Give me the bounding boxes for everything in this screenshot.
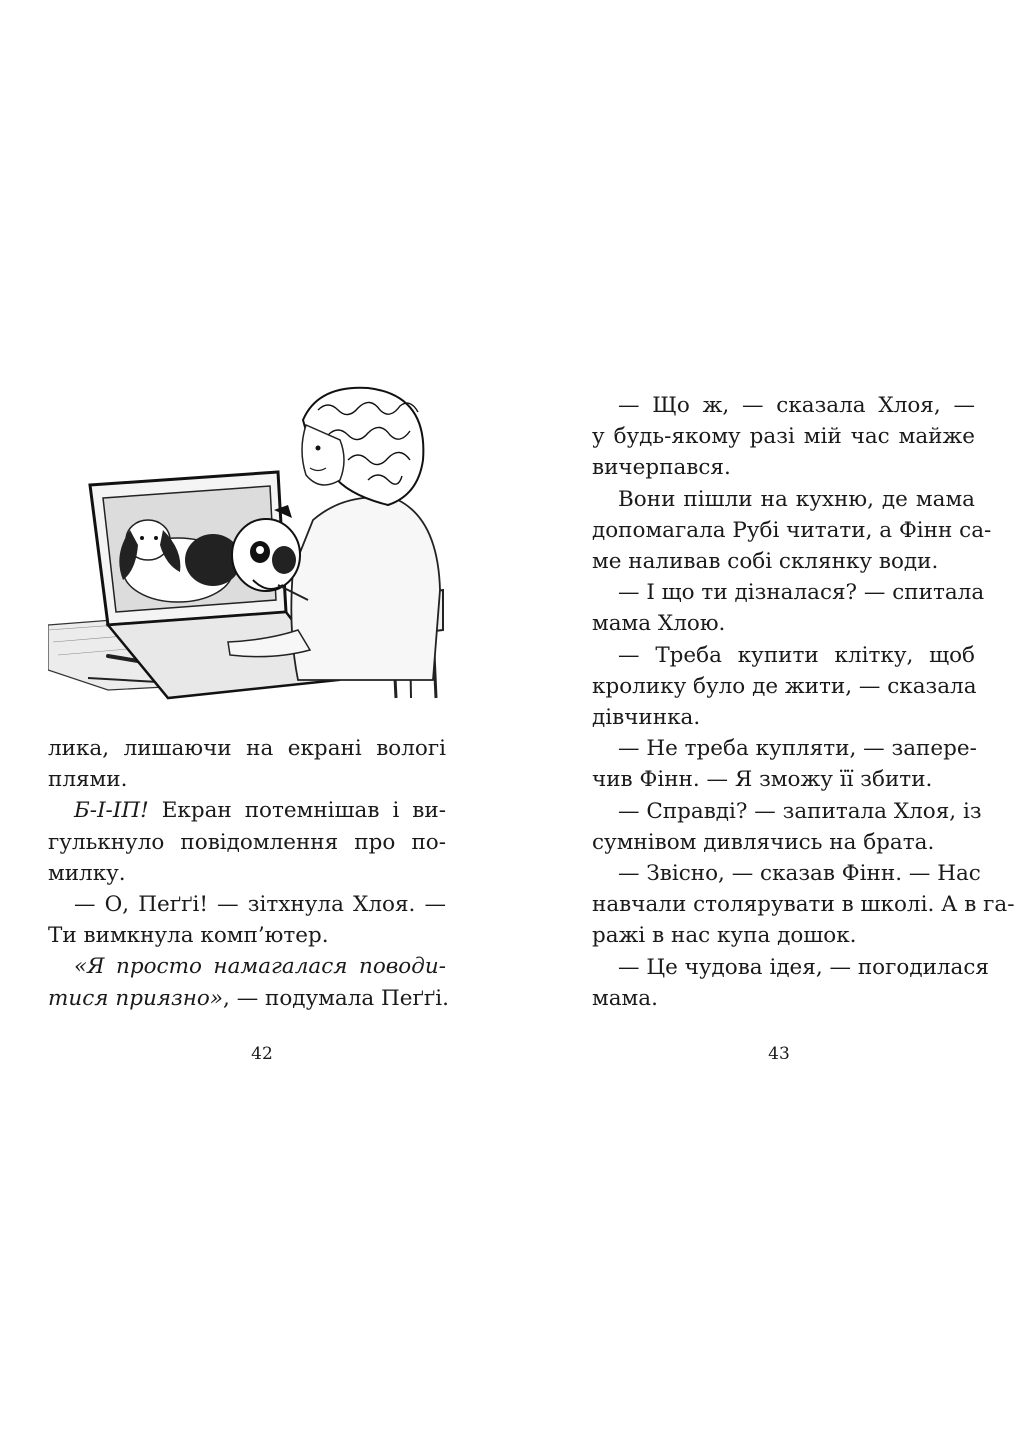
left-page bbox=[0, 0, 517, 1440]
text-line: милку. bbox=[48, 860, 126, 886]
text-line: допомагала Рубі читати, а Фінн са- bbox=[592, 517, 992, 543]
italic-run: Б-І-ІП! bbox=[74, 798, 149, 824]
text-line: — Треба купити клітку, щоб bbox=[618, 642, 975, 668]
text-line bbox=[48, 795, 446, 826]
text-line: ражі в нас купа дошок. bbox=[592, 923, 857, 949]
text-line: — Не треба купляти, — запере- bbox=[618, 736, 977, 762]
text-line: — Це чудова ідея, — погодилася bbox=[618, 954, 989, 980]
text-run: Екран потемнішав і ви- bbox=[148, 798, 446, 824]
text-run: , — подумала Пеґґі. bbox=[223, 985, 449, 1011]
text-line: — Що ж, — сказала Хлоя, — bbox=[618, 393, 975, 418]
text-line: дівчинка. bbox=[592, 705, 701, 731]
left-page-text bbox=[48, 733, 449, 1014]
text-line: лика, лишаючи на екрані вологі bbox=[48, 736, 446, 761]
text-line: — Звісно, — сказав Фінн. — Нас bbox=[618, 861, 981, 887]
text-line bbox=[48, 983, 449, 1014]
text-line: чив Фінн. — Я зможу її збити. bbox=[592, 767, 933, 793]
text-line: у будь-якому разі мій час майже bbox=[592, 424, 975, 450]
text-line: плями. bbox=[48, 767, 128, 793]
page-number: 43 bbox=[768, 1044, 790, 1064]
text-line: «Я просто намагалася поводи- bbox=[74, 954, 446, 980]
text-line: сумнівом дивлячись на брата. bbox=[592, 829, 935, 855]
text-line: ме наливав собі склянку води. bbox=[592, 549, 939, 575]
text-line: вичерпався. bbox=[592, 455, 731, 481]
italic-run: тися приязно» bbox=[48, 985, 224, 1011]
text-line: Ти вимкнула комп’ютер. bbox=[48, 923, 329, 949]
text-line: навчали столярувати в школі. А в га- bbox=[592, 892, 1015, 918]
right-page bbox=[517, 0, 1035, 1440]
text-line: мама Хлою. bbox=[592, 611, 726, 637]
right-page-text bbox=[592, 390, 1015, 1014]
text-line: Вони пішли на кухню, де мама bbox=[618, 486, 975, 512]
text-line: — І що ти дізналася? — спитала bbox=[618, 580, 985, 606]
text-line: мама. bbox=[592, 985, 658, 1011]
text-line: кролику було де жити, — сказала bbox=[592, 673, 977, 699]
text-line: — Справді? — запитала Хлоя, із bbox=[618, 798, 982, 824]
text-line: гулькнуло повідомлення про по- bbox=[48, 829, 446, 855]
page-number: 42 bbox=[251, 1044, 273, 1064]
text-line: — О, Пеґґі! — зітхнула Хлоя. — bbox=[74, 892, 446, 918]
girl-with-dog-at-laptop-illustration bbox=[48, 380, 448, 710]
